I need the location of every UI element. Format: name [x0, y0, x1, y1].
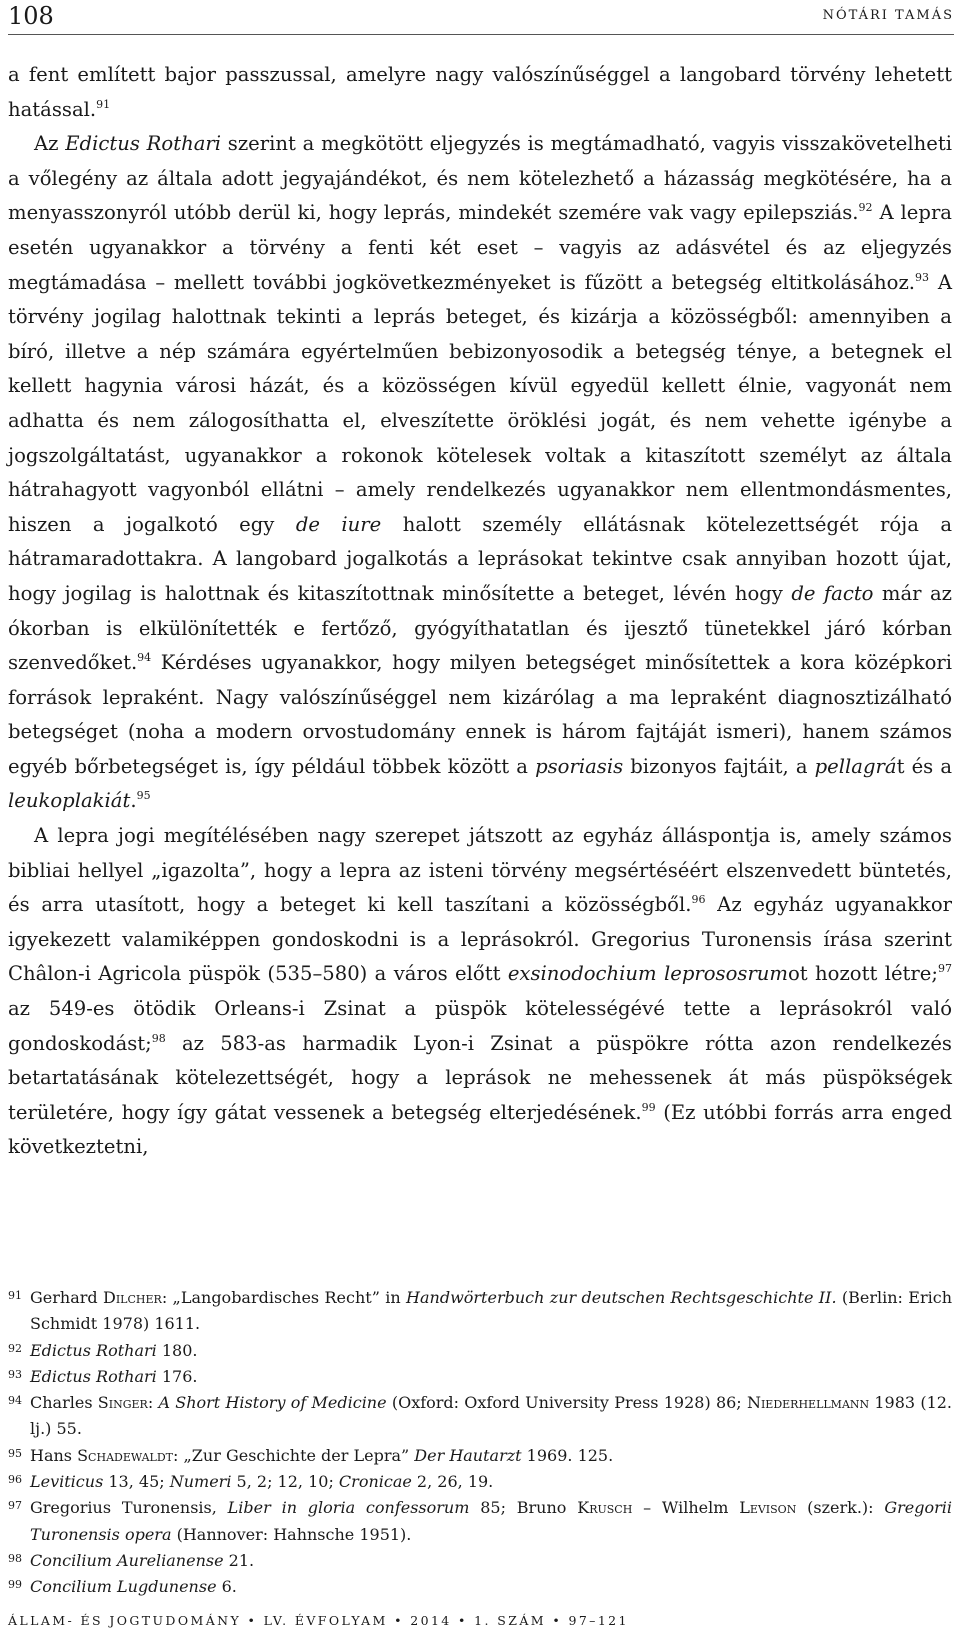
text: – Wilhelm: [632, 1498, 740, 1518]
work-title: Cronicae: [338, 1472, 412, 1492]
text: 85; Bruno: [469, 1498, 578, 1518]
paragraph-2: [8, 127, 952, 819]
footnote-number: 92: [8, 1341, 22, 1355]
text: Hans: [30, 1445, 78, 1465]
work-title: Concilium Aurelianense: [30, 1550, 224, 1570]
footnote-ref-92[interactable]: 92: [858, 201, 873, 215]
footnote-number: 97: [8, 1499, 22, 1513]
journal-footer: ÁLLAM- ÉS JOGTUDOMÁNY • LV. ÉVFOLYAM • 2014 • 1. SZÁM • 97–121: [8, 1613, 629, 1628]
running-header: [8, 0, 954, 35]
text: Gerhard: [30, 1288, 103, 1307]
footnote-96: [8, 1469, 952, 1495]
text: : „Zur Geschichte der Lepra”: [173, 1445, 415, 1465]
footnote-number: 94: [8, 1394, 22, 1408]
footnotes: [8, 1285, 952, 1601]
footnote-99: [8, 1574, 952, 1600]
footnote-ref-94[interactable]: 94: [137, 651, 152, 665]
footnote-97: [8, 1495, 952, 1548]
work-title: A Short History of Medicine: [158, 1393, 387, 1413]
text: Az: [34, 132, 66, 156]
author-name: Dilcher: [103, 1288, 162, 1307]
work-title: Edictus Rothari: [30, 1366, 157, 1386]
text: (Hannover: Hahnsche 1951).: [171, 1524, 412, 1544]
text: 2, 26, 19.: [411, 1472, 494, 1492]
author-name: Singer: [97, 1393, 148, 1413]
work-title: Leviticus: [30, 1472, 104, 1492]
italic-term: pellagrá: [814, 754, 897, 778]
text: Gregorius Turonensis,: [30, 1498, 228, 1518]
footnote-98: [8, 1548, 952, 1574]
footnote-number: 98: [8, 1551, 22, 1565]
italic-term: leukoplakiát: [8, 789, 131, 813]
text: : „Langobardisches Recht” in: [161, 1288, 407, 1307]
work-title: Gregorii Turonensis opera: [30, 1498, 953, 1544]
text: bizonyos fajtáit, a: [623, 754, 815, 778]
text: ot hozott létre;: [788, 962, 938, 986]
footnote-ref-98[interactable]: 98: [151, 1031, 166, 1045]
page-number: 108: [8, 2, 54, 30]
footnote-95: [8, 1443, 952, 1469]
text: halott személy ellátásnak kötelezettségét rója a hátramaradottakra. A langobard jogalkotás a leprásokat tekintve csak annyiban hozott újat, hogy jogilag is halottnak és kitaszítottnak minősítette a beteget, lévén hogy: [8, 512, 953, 605]
work-title: Liber in gloria confessorum: [227, 1498, 470, 1518]
work-title: Concilium Lugdunense: [30, 1577, 217, 1597]
text: .: [130, 789, 137, 813]
text: az 583-as harmadik Lyon-i Zsinat a püspökre rótta azon rendelkezés betartatásának kötelezettségét, hogy a leprások ne mehessenek át más püspökségek területére, hogy így gátat vessenek a betegség elterjedésének.: [8, 1031, 952, 1124]
text: 13, 45;: [103, 1472, 170, 1492]
footnote-number: 93: [8, 1367, 22, 1381]
text: szerint a megkötött eljegyzés is megtámadható, vagyis visszakövetelheti a vőlegény az általa adott jegyajándékot, és nem kötelezhető a házasság megkötésére, ha a menyasszonyról utóbb derül ki, hogy leprás, mindekét szemére vak vagy epilepsziás.: [8, 132, 952, 225]
running-header-author: NÓTÁRI TAMÁS: [822, 8, 954, 23]
footnote-ref-93[interactable]: 93: [915, 270, 930, 284]
text: Az egyház ugyanakkor igyekezett valamiképpen gondoskodni is a leprásokról. Gregorius Turonensis írása szerint Châlon-i Agricola püspök (535–580) a város előtt: [8, 893, 952, 986]
italic-term: de iure: [295, 512, 382, 536]
italic-term: de facto: [791, 581, 874, 605]
footnote-92: [8, 1338, 952, 1364]
text: az 549-es ötödik Orleans-i Zsinat a püspök kötelességévé tette a leprásokról való gondoskodást;: [8, 997, 952, 1055]
main-text: [8, 58, 952, 1165]
author-name: Niederhellmann: [746, 1393, 870, 1413]
text: 1969. 125.: [521, 1445, 614, 1465]
text: 1983 (12. lj.) 55.: [30, 1393, 953, 1439]
footnote-ref-91[interactable]: 91: [96, 97, 111, 111]
text: (Oxford: Oxford University Press 1928) 86;: [386, 1393, 747, 1413]
text: A törvény jogilag halottnak tekinti a leprás beteget, és kizárja a közösségből: amennyiben a bíró, illetve a nép számára egyértelműen bebizonyosodik a betegség ténye, a betegnek el kellett hagynia városi házát, és a közösségen kívül egyedül kellett élnie, vagyonát nem adhatta és nem zálogosíthatta el, elveszítette öröklési jogát, és nem vehette igénybe a jogszolgáltatást, ugyanakkor a rokonok kötelesek voltak a kitaszított személyt az általa hátrahagyott vagyonból ellátni – amely rendelkezés ugyanakkor nem ellentmondásmentes, hiszen a jogalkotó egy: [8, 270, 952, 536]
text: 6.: [216, 1577, 237, 1597]
text: t és a: [896, 754, 952, 778]
text: 176.: [156, 1366, 198, 1386]
text: 180.: [156, 1340, 198, 1360]
paragraph-3: [8, 819, 952, 1165]
text: Charles: [30, 1393, 98, 1413]
footnote-93: [8, 1364, 952, 1390]
text: (szerk.):: [796, 1498, 885, 1518]
footnote-ref-99[interactable]: 99: [641, 1100, 656, 1114]
footnote-number: 96: [8, 1473, 22, 1487]
text: Kérdéses ugyanakkor, hogy milyen betegséget minősítettek a kora középkori források lepraként. Nagy valószínűséggel nem kizárólag a ma lepraként diagnosztizálható betegséget (noha a modern orvostudomány ennek is három fajtáját ismeri), hanem számos egyéb bőrbetegséget is, így például többek között a: [8, 651, 952, 778]
footnote-91: [8, 1285, 952, 1338]
text: 5, 2; 12, 10;: [231, 1472, 339, 1492]
text: (Ez utóbbi forrás arra enged következtetni,: [8, 1100, 952, 1159]
work-title: Numeri: [169, 1472, 232, 1492]
text: A lepra esetén ugyanakkor a törvény a fenti két eset – vagyis az adásvétel és az eljegyzés megtámadása – mellett további jogkövetkezményeket is fűzött a betegség eltitkolásához.: [8, 201, 952, 294]
author-name: Levison: [739, 1498, 797, 1518]
footnote-number: 99: [8, 1578, 22, 1592]
text: (Berlin: Erich Schmidt 1978) 1611.: [30, 1288, 953, 1334]
footnote-number: 95: [8, 1446, 22, 1460]
footnote-94: [8, 1390, 952, 1443]
work-title: Handwörterbuch zur deutschen Rechtsgeschichte II.: [406, 1288, 837, 1307]
footnote-ref-97[interactable]: 97: [938, 962, 952, 976]
work-title: Edictus Rothari: [30, 1340, 157, 1360]
text: 21.: [223, 1550, 255, 1570]
text: már az ókorban is elkülönítették e fertőző, gyógyíthatatlan és ijesztő tünetekkel járó kórban szenvedőket.: [8, 581, 952, 675]
text: A lepra jogi megítélésében nagy szerepet játszott az egyház álláspontja is, amely számos bibliai hellyel „igazolta”, hogy a lepra az isteni törvény megsértéséért elszenvedett büntetés, és arra utasított, hogy a beteget ki kell taszítani a közösségből.: [8, 824, 952, 917]
italic-term: psoriasis: [535, 754, 624, 778]
text: :: [147, 1393, 159, 1413]
text: a fent említett bajor passzussal, amelyre nagy valószínűséggel a langobard törvény lehetett hatással.: [8, 63, 952, 121]
paragraph-1: [8, 58, 952, 127]
author-name: Krusch: [577, 1498, 633, 1518]
footnote-ref-95[interactable]: 95: [136, 789, 151, 803]
italic-term: Edictus Rothari: [65, 132, 222, 156]
italic-term: exsinodochium leprososrum: [507, 962, 789, 986]
author-name: Schadewaldt: [77, 1445, 174, 1465]
footnote-number: 91: [8, 1289, 22, 1302]
footnote-ref-96[interactable]: 96: [691, 893, 706, 907]
work-title: Der Hautarzt: [414, 1445, 522, 1465]
